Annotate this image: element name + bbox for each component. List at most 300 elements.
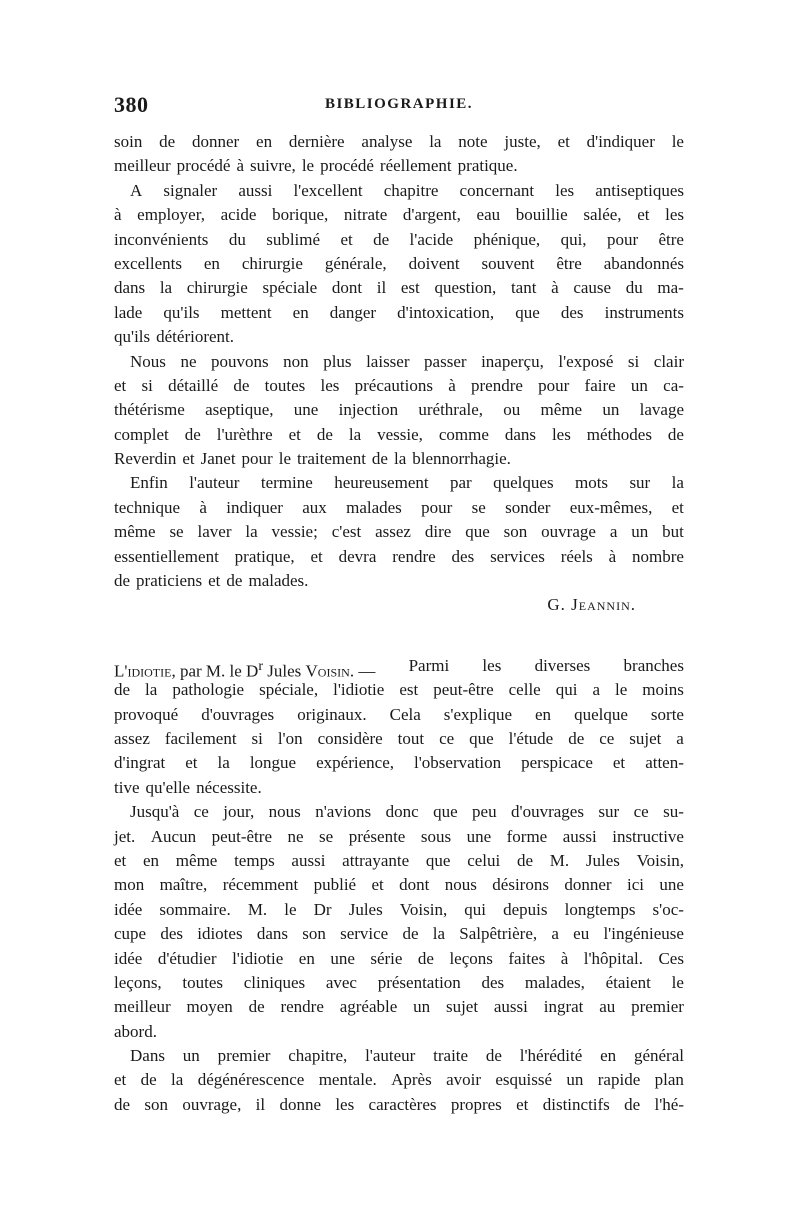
word: excellents: [114, 253, 182, 273]
word: malades,: [524, 972, 585, 992]
text-line: [114, 545, 684, 569]
word: procédé: [176, 156, 231, 176]
word: plus: [323, 351, 352, 371]
word: premier: [217, 1046, 271, 1066]
reviewer-signature: G. Jeannin.: [547, 595, 636, 615]
text-line: [114, 179, 684, 203]
word: Nous: [130, 351, 166, 371]
word: salée,: [583, 205, 622, 225]
word: but: [662, 522, 684, 542]
word: ouvrage: [541, 522, 596, 542]
word: à: [448, 375, 456, 395]
text-line: [114, 995, 684, 1019]
text-line: [114, 947, 684, 971]
text-line: [114, 301, 684, 325]
word: a: [676, 728, 684, 748]
word: la: [671, 473, 684, 493]
word: pratique.: [457, 156, 518, 176]
text-line: [114, 971, 684, 995]
word: peut-être: [433, 680, 494, 700]
word: c'est: [331, 522, 362, 542]
word: bouillie: [515, 205, 568, 225]
word: Reverdin: [114, 449, 177, 469]
word: nombre: [632, 546, 684, 566]
word: avoir: [446, 1070, 482, 1090]
word: de: [568, 728, 585, 748]
word: de: [248, 997, 265, 1017]
word: assez: [114, 728, 150, 748]
text-line: [114, 350, 684, 374]
text-line: [114, 703, 684, 727]
text-line: [114, 654, 684, 681]
word: pathologie: [172, 680, 245, 700]
word: l'excellent: [293, 180, 363, 200]
word: longue: [249, 753, 297, 773]
word: par: [450, 473, 472, 493]
text-line: [114, 800, 684, 824]
word: réellement: [379, 156, 452, 176]
word: l'exposé: [558, 351, 614, 371]
word: Dans: [130, 1046, 165, 1066]
word: que: [433, 802, 458, 822]
word: de: [114, 1094, 131, 1114]
word: et: [185, 753, 198, 773]
word: d'ouvrages: [511, 802, 584, 822]
word: à: [560, 948, 569, 968]
word: avec: [325, 972, 357, 992]
word: phénique,: [473, 229, 541, 249]
word: spéciale,: [259, 680, 319, 700]
word: que: [515, 302, 540, 322]
word: Parmi: [408, 655, 450, 675]
word: la: [245, 522, 258, 542]
word: d'indiquer: [586, 132, 655, 151]
text-line: [114, 520, 684, 544]
word: aussi: [238, 180, 273, 200]
word: si: [627, 351, 640, 371]
word: Jules: [348, 899, 383, 919]
review-section-1: [114, 130, 684, 593]
word: analyse: [361, 132, 413, 151]
word: peu: [472, 802, 497, 822]
running-title: BIBLIOGRAPHIE.: [324, 96, 474, 112]
word: présente: [348, 826, 406, 846]
word: des: [160, 924, 183, 944]
word: forme: [506, 826, 548, 846]
word: mots: [574, 473, 609, 493]
word: procédé: [320, 156, 374, 176]
word: Dr: [313, 899, 332, 919]
word: et: [182, 449, 195, 469]
word: expérience,: [316, 753, 394, 773]
word: à: [114, 205, 122, 225]
word: le: [615, 680, 628, 700]
word: l'hérédité: [519, 1046, 583, 1066]
word: la: [429, 132, 442, 151]
text-line: [114, 1044, 684, 1068]
word: l'auteur: [365, 1046, 416, 1066]
word: de: [516, 850, 534, 870]
word: nous: [268, 802, 301, 822]
word: en: [292, 302, 309, 322]
word: à: [199, 497, 207, 517]
word: question,: [434, 278, 497, 298]
word: signaler: [163, 180, 218, 200]
word: au: [599, 997, 616, 1017]
word: détériorent.: [156, 327, 235, 347]
word: A: [130, 180, 143, 200]
word: idée: [114, 948, 143, 968]
word: peut-être: [211, 826, 272, 846]
word: heureusement: [334, 473, 429, 493]
word: passer: [424, 351, 467, 371]
word: premier: [631, 997, 684, 1017]
word: les: [551, 424, 571, 444]
word: il: [255, 1094, 266, 1114]
word: de: [667, 424, 684, 444]
word: même: [175, 850, 218, 870]
word: la: [393, 449, 407, 469]
word: et: [208, 571, 221, 591]
word: si: [141, 375, 153, 395]
word: pour: [538, 375, 570, 395]
word: que: [469, 728, 494, 748]
word: facilement: [164, 728, 237, 748]
word: Salpêtrière,: [459, 924, 538, 944]
word: à: [236, 156, 245, 176]
word: uréthrale,: [418, 400, 484, 420]
word: celle: [508, 680, 541, 700]
word: réels: [560, 546, 593, 566]
word: publié: [313, 875, 357, 895]
word: cause: [573, 278, 612, 298]
word: meilleur: [114, 997, 171, 1017]
word: service: [340, 924, 389, 944]
word: dont: [399, 875, 430, 895]
word: eu: [573, 924, 590, 944]
word: qu'ils: [163, 302, 200, 322]
word: et: [310, 546, 323, 566]
word: et: [612, 753, 626, 773]
word: des: [481, 972, 505, 992]
word: originaux.: [297, 704, 367, 724]
word: malades.: [248, 571, 309, 591]
word: pour: [606, 229, 639, 249]
word: de: [114, 571, 131, 591]
word: qu'ils: [114, 327, 151, 347]
word: l'auteur: [189, 473, 240, 493]
word: étaient: [605, 972, 651, 992]
word: méthodes: [586, 424, 652, 444]
text-line: [114, 398, 684, 422]
page-number: 380: [114, 92, 149, 117]
text-line: [114, 276, 684, 300]
word: leçons,: [114, 972, 162, 992]
word: et: [557, 132, 570, 151]
word: ouvrage,: [182, 1094, 242, 1114]
word: un: [630, 375, 648, 395]
text-line: [114, 898, 684, 922]
word: termine: [260, 473, 313, 493]
word: ou: [503, 400, 521, 420]
word: inaperçu,: [481, 351, 544, 371]
word: laver: [197, 522, 232, 542]
word: su-: [663, 802, 684, 822]
word: et: [671, 497, 684, 517]
word: dire: [424, 522, 452, 542]
word: meilleur: [114, 156, 171, 176]
word: considère: [317, 728, 383, 748]
word: juste,: [504, 132, 541, 151]
word: ce: [633, 802, 649, 822]
book-title: L'idiotie: [114, 661, 172, 681]
word: note: [458, 132, 488, 151]
word: ici: [626, 875, 644, 895]
word: un: [413, 997, 431, 1017]
word: comme: [438, 424, 489, 444]
word: les: [665, 205, 684, 225]
word: toutes: [182, 972, 224, 992]
word: se: [319, 826, 334, 846]
word: ne: [287, 826, 304, 846]
word: détaillé: [168, 375, 219, 395]
word: son: [302, 924, 326, 944]
word: a: [551, 924, 559, 944]
word: des: [560, 302, 584, 322]
word: la: [171, 1070, 184, 1090]
word: sorte: [650, 704, 684, 724]
word: vessie,: [377, 424, 423, 444]
word: de: [233, 375, 250, 395]
word: Après: [391, 1070, 432, 1090]
word: même: [540, 400, 583, 420]
word: du: [625, 278, 643, 298]
word: l'on: [277, 728, 303, 748]
word: de: [226, 571, 243, 591]
word: en: [535, 704, 552, 724]
text-line: [114, 374, 684, 398]
word: l'observation: [414, 753, 502, 773]
word: qui: [464, 899, 487, 919]
word: services: [490, 546, 545, 566]
word: donne: [279, 1094, 321, 1114]
word: aussi: [562, 826, 597, 846]
word: faire: [584, 375, 616, 395]
word: une: [330, 948, 355, 968]
word: de: [485, 1046, 502, 1066]
word: de: [373, 229, 390, 249]
word: jet.: [114, 826, 136, 846]
review-section-2: [114, 654, 684, 1117]
text-line: [114, 1020, 684, 1044]
word: cupe: [114, 924, 147, 944]
text-line: [114, 203, 684, 227]
word: antiseptiques: [595, 180, 684, 200]
word: injection: [338, 400, 399, 420]
word: blennorrhagie.: [412, 449, 511, 469]
word: lavage: [639, 400, 684, 420]
word: de: [371, 449, 388, 469]
word: qu'elle: [145, 777, 191, 797]
word: l'ingénieuse: [603, 924, 684, 944]
word: la: [348, 424, 362, 444]
word: ca-: [663, 375, 684, 395]
word: abord.: [114, 1021, 157, 1041]
word: malades: [346, 497, 402, 517]
word: qui: [555, 680, 578, 700]
word: le: [671, 132, 684, 151]
word: et: [288, 424, 301, 444]
word: diverses: [534, 655, 591, 675]
word: provoqué: [114, 704, 179, 724]
word: un: [566, 1070, 584, 1090]
word: laisser: [366, 351, 410, 371]
word: clair: [653, 351, 684, 371]
word: dans: [504, 424, 536, 444]
word: sous: [420, 826, 452, 846]
word: Voisin,: [636, 850, 684, 870]
word: attrayante: [342, 850, 410, 870]
word: se: [169, 522, 184, 542]
text-line: [114, 922, 684, 946]
word: souvent: [481, 253, 535, 273]
word: nous: [444, 875, 477, 895]
word: sur: [629, 473, 651, 493]
word: en: [600, 1046, 617, 1066]
word: depuis: [503, 899, 548, 919]
word: rendre: [392, 546, 436, 566]
text-line: [114, 825, 684, 849]
word: moyen: [186, 997, 233, 1017]
word: leçons: [449, 948, 493, 968]
word: le: [301, 156, 315, 176]
word: employer,: [137, 205, 205, 225]
word: quelques: [493, 473, 554, 493]
word: ne: [180, 351, 197, 371]
word: idiotes: [197, 924, 243, 944]
word: et: [114, 850, 127, 870]
word: et: [340, 229, 353, 249]
word: dernière: [288, 132, 345, 151]
word: de: [159, 132, 176, 151]
word: prendre: [470, 375, 523, 395]
word: lade: [114, 302, 143, 322]
text-line: [114, 496, 684, 520]
word: donner: [564, 875, 612, 895]
text-line: [114, 776, 684, 800]
word: sujet: [445, 997, 479, 1017]
word: jour,: [223, 802, 255, 822]
word: traitement: [297, 449, 366, 469]
word: abandonnés: [603, 253, 684, 273]
word: instructive: [612, 826, 684, 846]
word: devra: [338, 546, 377, 566]
word: l'étude: [508, 728, 554, 748]
word: soin: [114, 132, 143, 151]
word: l'idiotie: [232, 948, 284, 968]
word: temps: [234, 850, 275, 870]
word: l'idiotie: [333, 680, 385, 700]
word: une: [659, 875, 684, 895]
word: le: [284, 899, 297, 919]
word: Janet: [200, 449, 236, 469]
word: concernant: [459, 180, 535, 200]
word: son: [144, 1094, 168, 1114]
word: plan: [654, 1070, 684, 1090]
text-line: [114, 154, 684, 178]
word: le: [278, 449, 291, 469]
word: la: [145, 680, 158, 700]
body-text: [114, 130, 684, 1117]
text-line: [114, 1093, 684, 1117]
word: mettent: [220, 302, 272, 322]
word: de: [316, 424, 333, 444]
word: M.: [247, 899, 268, 919]
word: Cela: [389, 704, 421, 724]
word: nitrate: [343, 205, 388, 225]
word: idée: [114, 899, 143, 919]
word: et: [637, 205, 650, 225]
word: donner: [192, 132, 240, 151]
word: en: [298, 948, 315, 968]
word: et: [516, 1094, 529, 1114]
word: eux-mêmes,: [569, 497, 653, 517]
word: de: [417, 948, 434, 968]
word: traite: [433, 1046, 469, 1066]
word: chirurgie: [241, 253, 303, 273]
word: atten-: [645, 753, 684, 773]
word: doivent: [408, 253, 460, 273]
book-citation: L'idiotie, par M. le $D^r$ Jules Voisin. —: [114, 657, 376, 681]
word: se: [471, 497, 486, 517]
text-line: [114, 471, 684, 495]
word: en: [203, 253, 220, 273]
word: ingrat: [543, 997, 584, 1017]
text-line: [114, 447, 684, 471]
word: pouvons: [211, 351, 269, 371]
word: du: [228, 229, 246, 249]
word: d'argent,: [402, 205, 461, 225]
word: une: [293, 400, 319, 420]
word: esquissé: [495, 1070, 553, 1090]
word: Ces: [658, 948, 684, 968]
word: thétérisme: [114, 400, 185, 420]
word: tive: [114, 777, 140, 797]
word: mentale.: [318, 1070, 377, 1090]
word: ce: [193, 802, 209, 822]
word: quelque: [574, 704, 628, 724]
word: acide: [220, 205, 257, 225]
word: dans: [256, 924, 288, 944]
text-line: [114, 423, 684, 447]
word: s'explique: [443, 704, 512, 724]
word: maître,: [159, 875, 208, 895]
word: son: [503, 522, 528, 542]
word: récemment: [222, 875, 299, 895]
word: d'ingrat: [114, 753, 166, 773]
word: rapide: [597, 1070, 641, 1090]
word: d'ouvrages: [201, 704, 275, 724]
word: est: [400, 278, 420, 298]
text-line: [114, 727, 684, 751]
word: technique: [114, 497, 181, 517]
word: faites: [508, 948, 546, 968]
word: l'urèthre: [216, 424, 273, 444]
word: et: [114, 1070, 127, 1090]
word: perspicace: [521, 753, 593, 773]
word: d'intoxication,: [397, 302, 495, 322]
word: assez: [375, 522, 411, 542]
